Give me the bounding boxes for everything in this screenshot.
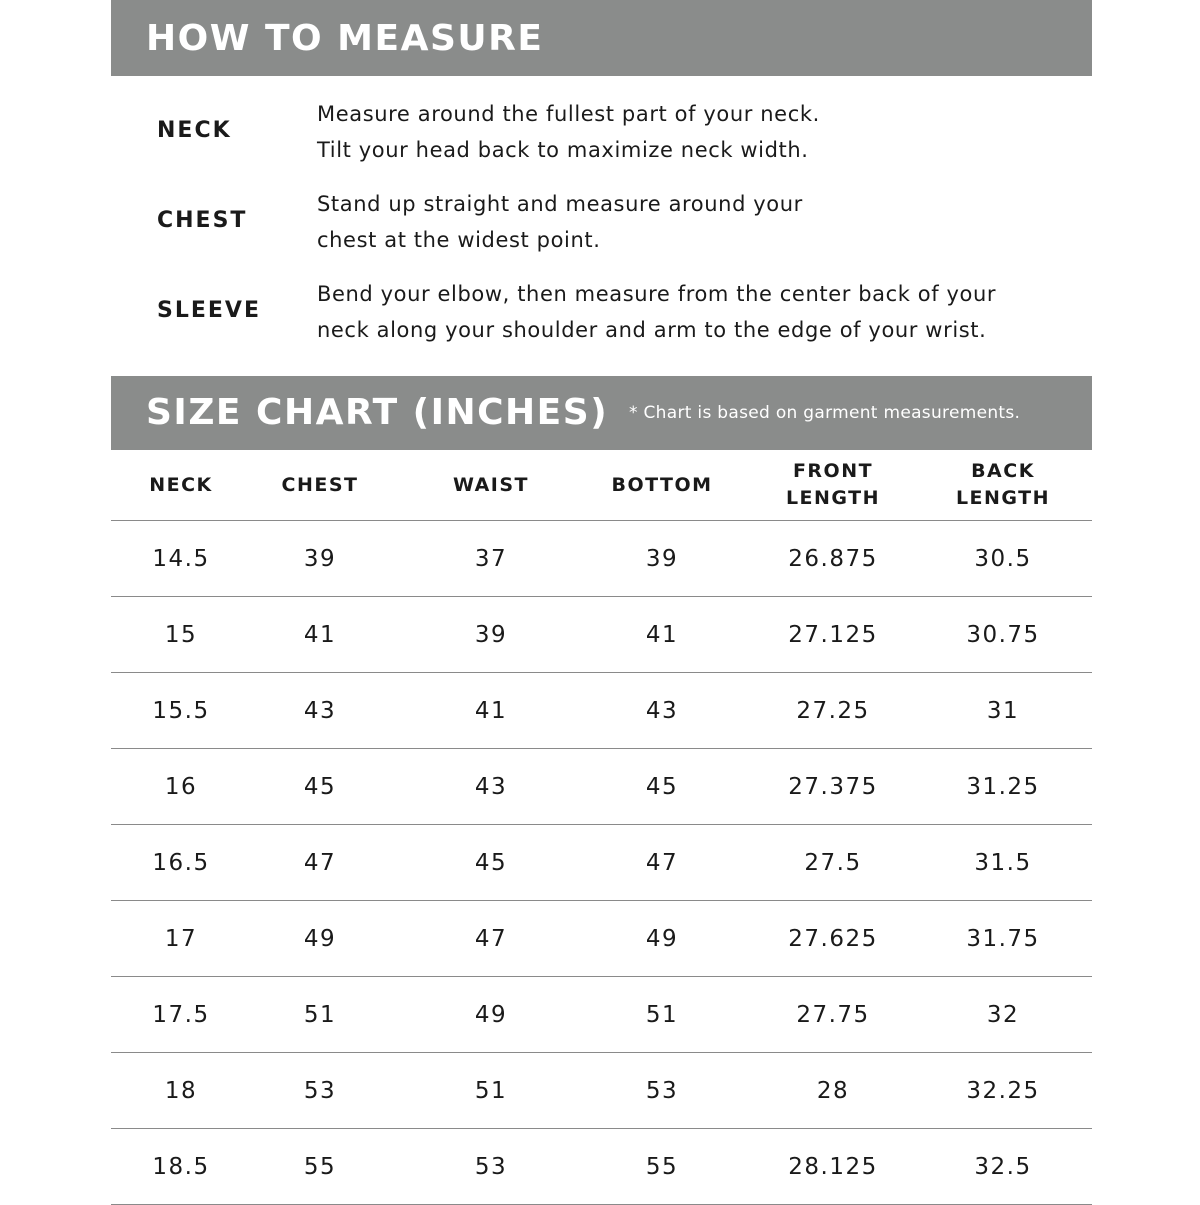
table-row bbox=[111, 597, 1092, 673]
cell-waist: 53 bbox=[474, 1153, 508, 1180]
cell-back-length: 32.5 bbox=[974, 1153, 1032, 1180]
cell-neck: 17 bbox=[164, 925, 198, 952]
cell-waist: 49 bbox=[474, 1001, 508, 1028]
cell-bottom: 47 bbox=[645, 849, 679, 876]
column-header-text: FRONT bbox=[792, 460, 874, 482]
cell-chest: 55 bbox=[303, 1153, 337, 1180]
cell-front-length: 27.75 bbox=[796, 1001, 870, 1028]
cell-back-length: 30.75 bbox=[966, 621, 1040, 648]
column-header-chest bbox=[282, 450, 359, 520]
cell-waist: 47 bbox=[474, 925, 508, 952]
cell-front-length: 27.25 bbox=[796, 697, 870, 724]
column-header-neck bbox=[149, 450, 213, 520]
cell-neck: 15.5 bbox=[152, 697, 210, 724]
cell-waist: 45 bbox=[474, 849, 508, 876]
cell-front-length: 27.625 bbox=[788, 925, 878, 952]
measure-label-chest: CHEST bbox=[157, 208, 248, 233]
size-chart-note: * Chart is based on garment measurements. bbox=[629, 403, 1021, 423]
column-header-text: LENGTH bbox=[785, 487, 881, 509]
cell-waist: 37 bbox=[474, 545, 508, 572]
column-header-back-length bbox=[956, 450, 1050, 520]
column-header-text: BOTTOM bbox=[611, 473, 713, 496]
column-header-text: NECK bbox=[149, 473, 213, 496]
cell-neck: 17.5 bbox=[152, 1001, 210, 1028]
cell-front-length: 27.125 bbox=[788, 621, 878, 648]
cell-waist: 39 bbox=[474, 621, 508, 648]
cell-back-length: 31.5 bbox=[974, 849, 1032, 876]
cell-front-length: 28 bbox=[816, 1077, 850, 1104]
table-row bbox=[111, 1053, 1092, 1129]
table-row bbox=[111, 749, 1092, 825]
size-chart-banner bbox=[111, 376, 1092, 450]
column-header-text: LENGTH bbox=[955, 487, 1051, 509]
table-row bbox=[111, 1129, 1092, 1205]
measure-desc-sleeve bbox=[317, 276, 1077, 348]
cell-waist: 51 bbox=[474, 1077, 508, 1104]
column-header-bottom bbox=[611, 450, 712, 520]
cell-bottom: 39 bbox=[645, 545, 679, 572]
cell-neck: 18 bbox=[164, 1077, 198, 1104]
cell-waist: 41 bbox=[474, 697, 508, 724]
how-to-measure-title: HOW TO MEASURE bbox=[146, 18, 544, 59]
cell-chest: 39 bbox=[303, 545, 337, 572]
cell-bottom: 43 bbox=[645, 697, 679, 724]
size-table-body bbox=[111, 521, 1092, 1205]
size-table-header bbox=[111, 450, 1092, 521]
table-row bbox=[111, 901, 1092, 977]
cell-neck: 16.5 bbox=[152, 849, 210, 876]
cell-back-length: 31.75 bbox=[966, 925, 1040, 952]
table-row bbox=[111, 977, 1092, 1053]
cell-bottom: 53 bbox=[645, 1077, 679, 1104]
cell-chest: 45 bbox=[303, 773, 337, 800]
measure-desc-line: Stand up straight and measure around your bbox=[317, 192, 803, 216]
measure-desc-line: chest at the widest point. bbox=[317, 228, 601, 252]
cell-neck: 18.5 bbox=[152, 1153, 210, 1180]
size-chart-title: SIZE CHART (INCHES) bbox=[146, 392, 609, 433]
cell-chest: 49 bbox=[303, 925, 337, 952]
how-to-measure-banner bbox=[111, 0, 1092, 76]
cell-bottom: 55 bbox=[645, 1153, 679, 1180]
measure-desc-neck bbox=[317, 96, 1077, 168]
cell-chest: 47 bbox=[303, 849, 337, 876]
measure-desc-line: Measure around the fullest part of your neck. bbox=[317, 102, 820, 126]
measure-desc-line: Tilt your head back to maximize neck width. bbox=[317, 138, 809, 162]
cell-neck: 14.5 bbox=[152, 545, 210, 572]
table-row bbox=[111, 825, 1092, 901]
cell-bottom: 45 bbox=[645, 773, 679, 800]
cell-front-length: 27.5 bbox=[804, 849, 862, 876]
column-header-waist bbox=[453, 450, 529, 520]
cell-front-length: 27.375 bbox=[788, 773, 878, 800]
column-header-text: WAIST bbox=[452, 473, 530, 496]
cell-back-length: 31 bbox=[986, 697, 1020, 724]
cell-back-length: 32.25 bbox=[966, 1077, 1040, 1104]
cell-chest: 43 bbox=[303, 697, 337, 724]
cell-waist: 43 bbox=[474, 773, 508, 800]
cell-bottom: 49 bbox=[645, 925, 679, 952]
measure-desc-line: Bend your elbow, then measure from the center back of your bbox=[317, 282, 997, 306]
column-header-text: CHEST bbox=[281, 473, 359, 496]
cell-front-length: 28.125 bbox=[788, 1153, 878, 1180]
cell-front-length: 26.875 bbox=[788, 545, 878, 572]
table-row bbox=[111, 521, 1092, 597]
measure-desc-chest bbox=[317, 186, 1077, 258]
cell-bottom: 51 bbox=[645, 1001, 679, 1028]
column-header-front-length bbox=[786, 450, 880, 520]
cell-chest: 51 bbox=[303, 1001, 337, 1028]
table-row bbox=[111, 673, 1092, 749]
cell-chest: 41 bbox=[303, 621, 337, 648]
measure-desc-line: neck along your shoulder and arm to the edge of your wrist. bbox=[317, 318, 987, 342]
cell-back-length: 32 bbox=[986, 1001, 1020, 1028]
cell-neck: 15 bbox=[164, 621, 198, 648]
measure-label-neck: NECK bbox=[157, 118, 232, 143]
cell-neck: 16 bbox=[164, 773, 198, 800]
cell-back-length: 31.25 bbox=[966, 773, 1040, 800]
cell-chest: 53 bbox=[303, 1077, 337, 1104]
measure-label-sleeve: SLEEVE bbox=[157, 298, 261, 323]
column-header-text: BACK bbox=[971, 460, 1035, 482]
cell-back-length: 30.5 bbox=[974, 545, 1032, 572]
cell-bottom: 41 bbox=[645, 621, 679, 648]
